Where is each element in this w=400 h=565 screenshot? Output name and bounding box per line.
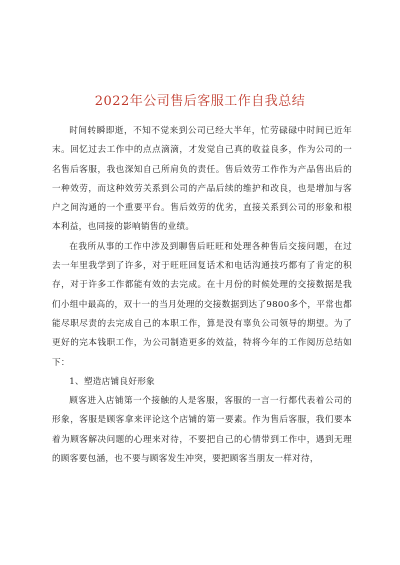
section-heading: 1、塑造店铺良好形象 — [69, 376, 155, 387]
paragraph-section-1: 顾客进入店铺第一个接触的人是客服，客服的一言一行都代表着公司的形象，客服是顾客拿来评论这个店铺的第一要素。作为售后客服，我们要本着为顾客解决问题的心理来对待，不要把自己的心情带到工作中，遇到无理的顾客要包涵，也不要与顾客发生冲突，要把顾客当朋友一样对待， — [52, 396, 352, 465]
paragraph-work-summary: 在我所从事的工作中涉及到聊售后旺旺和处理各种售后交接问题，在过去一年里我学到了许多，对于旺旺回复话术和电话沟通技巧都有了肯定的积存，对于许多工作都能有效的去完成。在十月份的时候处理的交接数据是我们小组中最高的，双十一的当月处理的交接数据到达了9800多个，平常也都能尽职尽责的去完成自己的本职工作，算是没有辜负公司领导的期望。为了更好的完本钱职工作，为公司制造更多的效益，特将今年的工作阅历总结如下： — [52, 241, 352, 368]
document-body — [52, 122, 352, 469]
paragraph-intro: 时间转瞬即逝，不知不觉来到公司已经大半年，忙劳碌碌中时间已近年末。回忆过去工作中的点点滴滴，才发觉自己真的收益良多，作为公司的一名售后客服，我也深知自己所肩负的责任。售后效劳工作作为产品售出后的一种效劳，而这种效劳关系到公司的产品后续的维护和改良，也是增加与客户之间沟通的一个重要平台。售后效劳的优劣，直接关系到公司的形象和根本利益，也同接的影响销售的业绩。 — [52, 126, 352, 233]
document-title: 2022年公司售后客服工作自我总结 — [94, 94, 306, 109]
